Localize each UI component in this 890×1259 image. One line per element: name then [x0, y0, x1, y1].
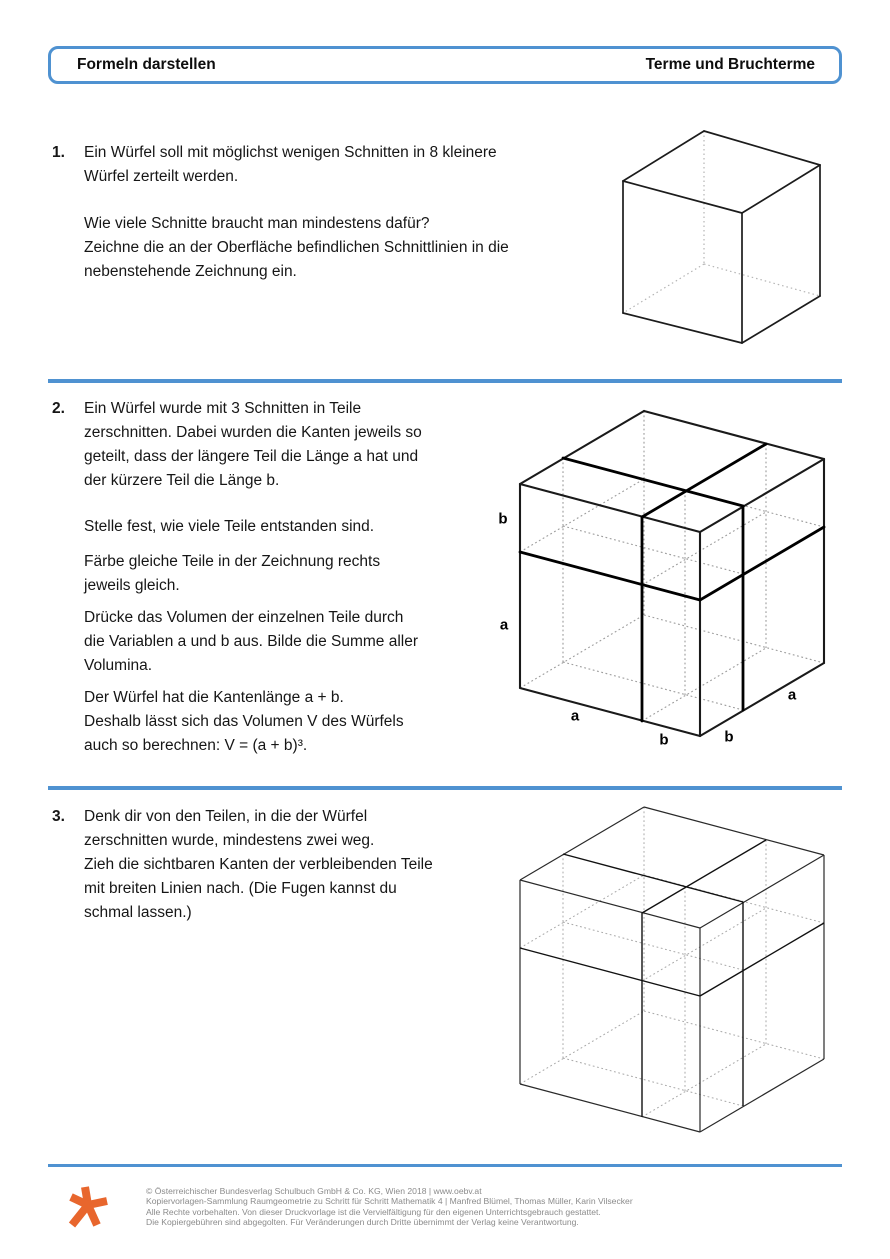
text-line: Deshalb lässt sich das Volumen V des Würfels [84, 713, 404, 730]
cube2-label-a-bottom-front: a [570, 707, 580, 725]
text-line: schmal lassen.) [84, 904, 192, 921]
text-line: © Österreichischer Bundesverlag Schulbuch GmbH & Co. KG, Wien 2018 | www.oebv.at [146, 1186, 482, 1196]
task2-paragraph-4 [84, 606, 422, 678]
header-left-title: Formeln darstellen [77, 56, 216, 73]
task2-paragraph-2 [84, 515, 422, 539]
text-line: Denk dir von den Teilen, in die der Würfel [84, 808, 368, 825]
cube3-edges [520, 807, 824, 1132]
text-line: zerschnitten. Dabei wurden die Kanten jeweils so [84, 424, 422, 441]
task2-text [84, 397, 422, 758]
text-line: Zieh die sichtbaren Kanten der verbleibenden Teile [84, 856, 433, 873]
cube2-label-b-bottom-front: b [659, 731, 669, 749]
task2-paragraph-5 [84, 686, 422, 758]
text-line: Volumina. [84, 657, 153, 674]
task3-paragraph-1 [84, 805, 433, 925]
task1-text [84, 141, 509, 284]
text-line: nebenstehende Zeichnung ein. [84, 263, 297, 280]
text-line: die Variablen a und b aus. Bilde die Summe aller [84, 633, 419, 650]
text-line: Der Würfel hat die Kantenlänge a + b. [84, 689, 344, 706]
cube1-edges [623, 131, 820, 343]
text-line: Zeichne die an der Oberfläche befindlichen Schnittlinien in die [84, 239, 509, 256]
text-line: geteilt, dass der längere Teil die Länge a hat und [84, 448, 419, 465]
text-line: Ein Würfel soll mit möglichst wenigen Schnitten in 8 kleinere [84, 144, 497, 161]
task1-number: 1. [52, 144, 65, 161]
task1-paragraph-1 [84, 141, 509, 189]
cube-figure-1 [596, 116, 846, 361]
task3-number: 3. [52, 808, 65, 825]
header-title-box [48, 46, 842, 84]
text-line: Drücke das Volumen der einzelnen Teile durch [84, 609, 404, 626]
task2-paragraph-1 [84, 397, 422, 493]
task2-number: 2. [52, 400, 65, 417]
text-line: jeweils gleich. [84, 577, 180, 594]
text-line: mit breiten Linien nach. (Die Fugen kannst du [84, 880, 397, 897]
cube-figure-3[interactable] [495, 801, 840, 1146]
cube2-label-a-left: a [499, 616, 509, 634]
text-line: Kopiervorlagen-Sammlung Raumgeometrie zu Schritt für Schritt Mathematik 4 | Manfred Blümel, Thomas Müller, Karin Vilsecker [146, 1196, 633, 1207]
text-line: Stelle fest, wie viele Teile entstanden sind. [84, 518, 375, 535]
text-line: zerschnitten wurde, mindestens zwei weg. [84, 832, 375, 849]
section-divider-2 [48, 786, 842, 790]
task2-paragraph-3 [84, 550, 422, 598]
section-divider-1 [48, 379, 842, 383]
text-line: Alle Rechte vorbehalten. Von dieser Druckvorlage ist die Vervielfältigung für den eigenen Unterrichtsgebrauch gestattet. [146, 1206, 601, 1217]
cube2-label-b-bottom-depth: b [724, 728, 734, 746]
cube2-label-a-bottom-depth: a [787, 686, 797, 704]
text-line: Die Kopiergebühren sind abgegolten. Für Veränderungen durch Dritte übernimmt der Verlag keine Verantwortung. [146, 1217, 579, 1228]
text-line: Würfel zerteilt werden. [84, 168, 239, 185]
header-right-title: Terme und Bruchterme [645, 56, 815, 73]
text-line: der kürzere Teil die Länge b. [84, 472, 280, 489]
cube1-hidden-lines [623, 131, 820, 313]
text-line: Wie viele Schnitte braucht man mindestens dafür? [84, 215, 430, 232]
cube2-label-b-left: b [498, 510, 508, 528]
oebv-logo-icon [68, 1184, 112, 1230]
text-line: auch so berechnen: V = (a + b)³. [84, 737, 308, 754]
text-line: Ein Würfel wurde mit 3 Schnitten in Teile [84, 400, 362, 417]
text-line: Färbe gleiche Teile in der Zeichnung rechts [84, 553, 381, 570]
footer-divider [48, 1164, 842, 1167]
task1-paragraph-2 [84, 212, 509, 284]
footer-imprint [146, 1186, 806, 1228]
task3-text [84, 805, 433, 925]
